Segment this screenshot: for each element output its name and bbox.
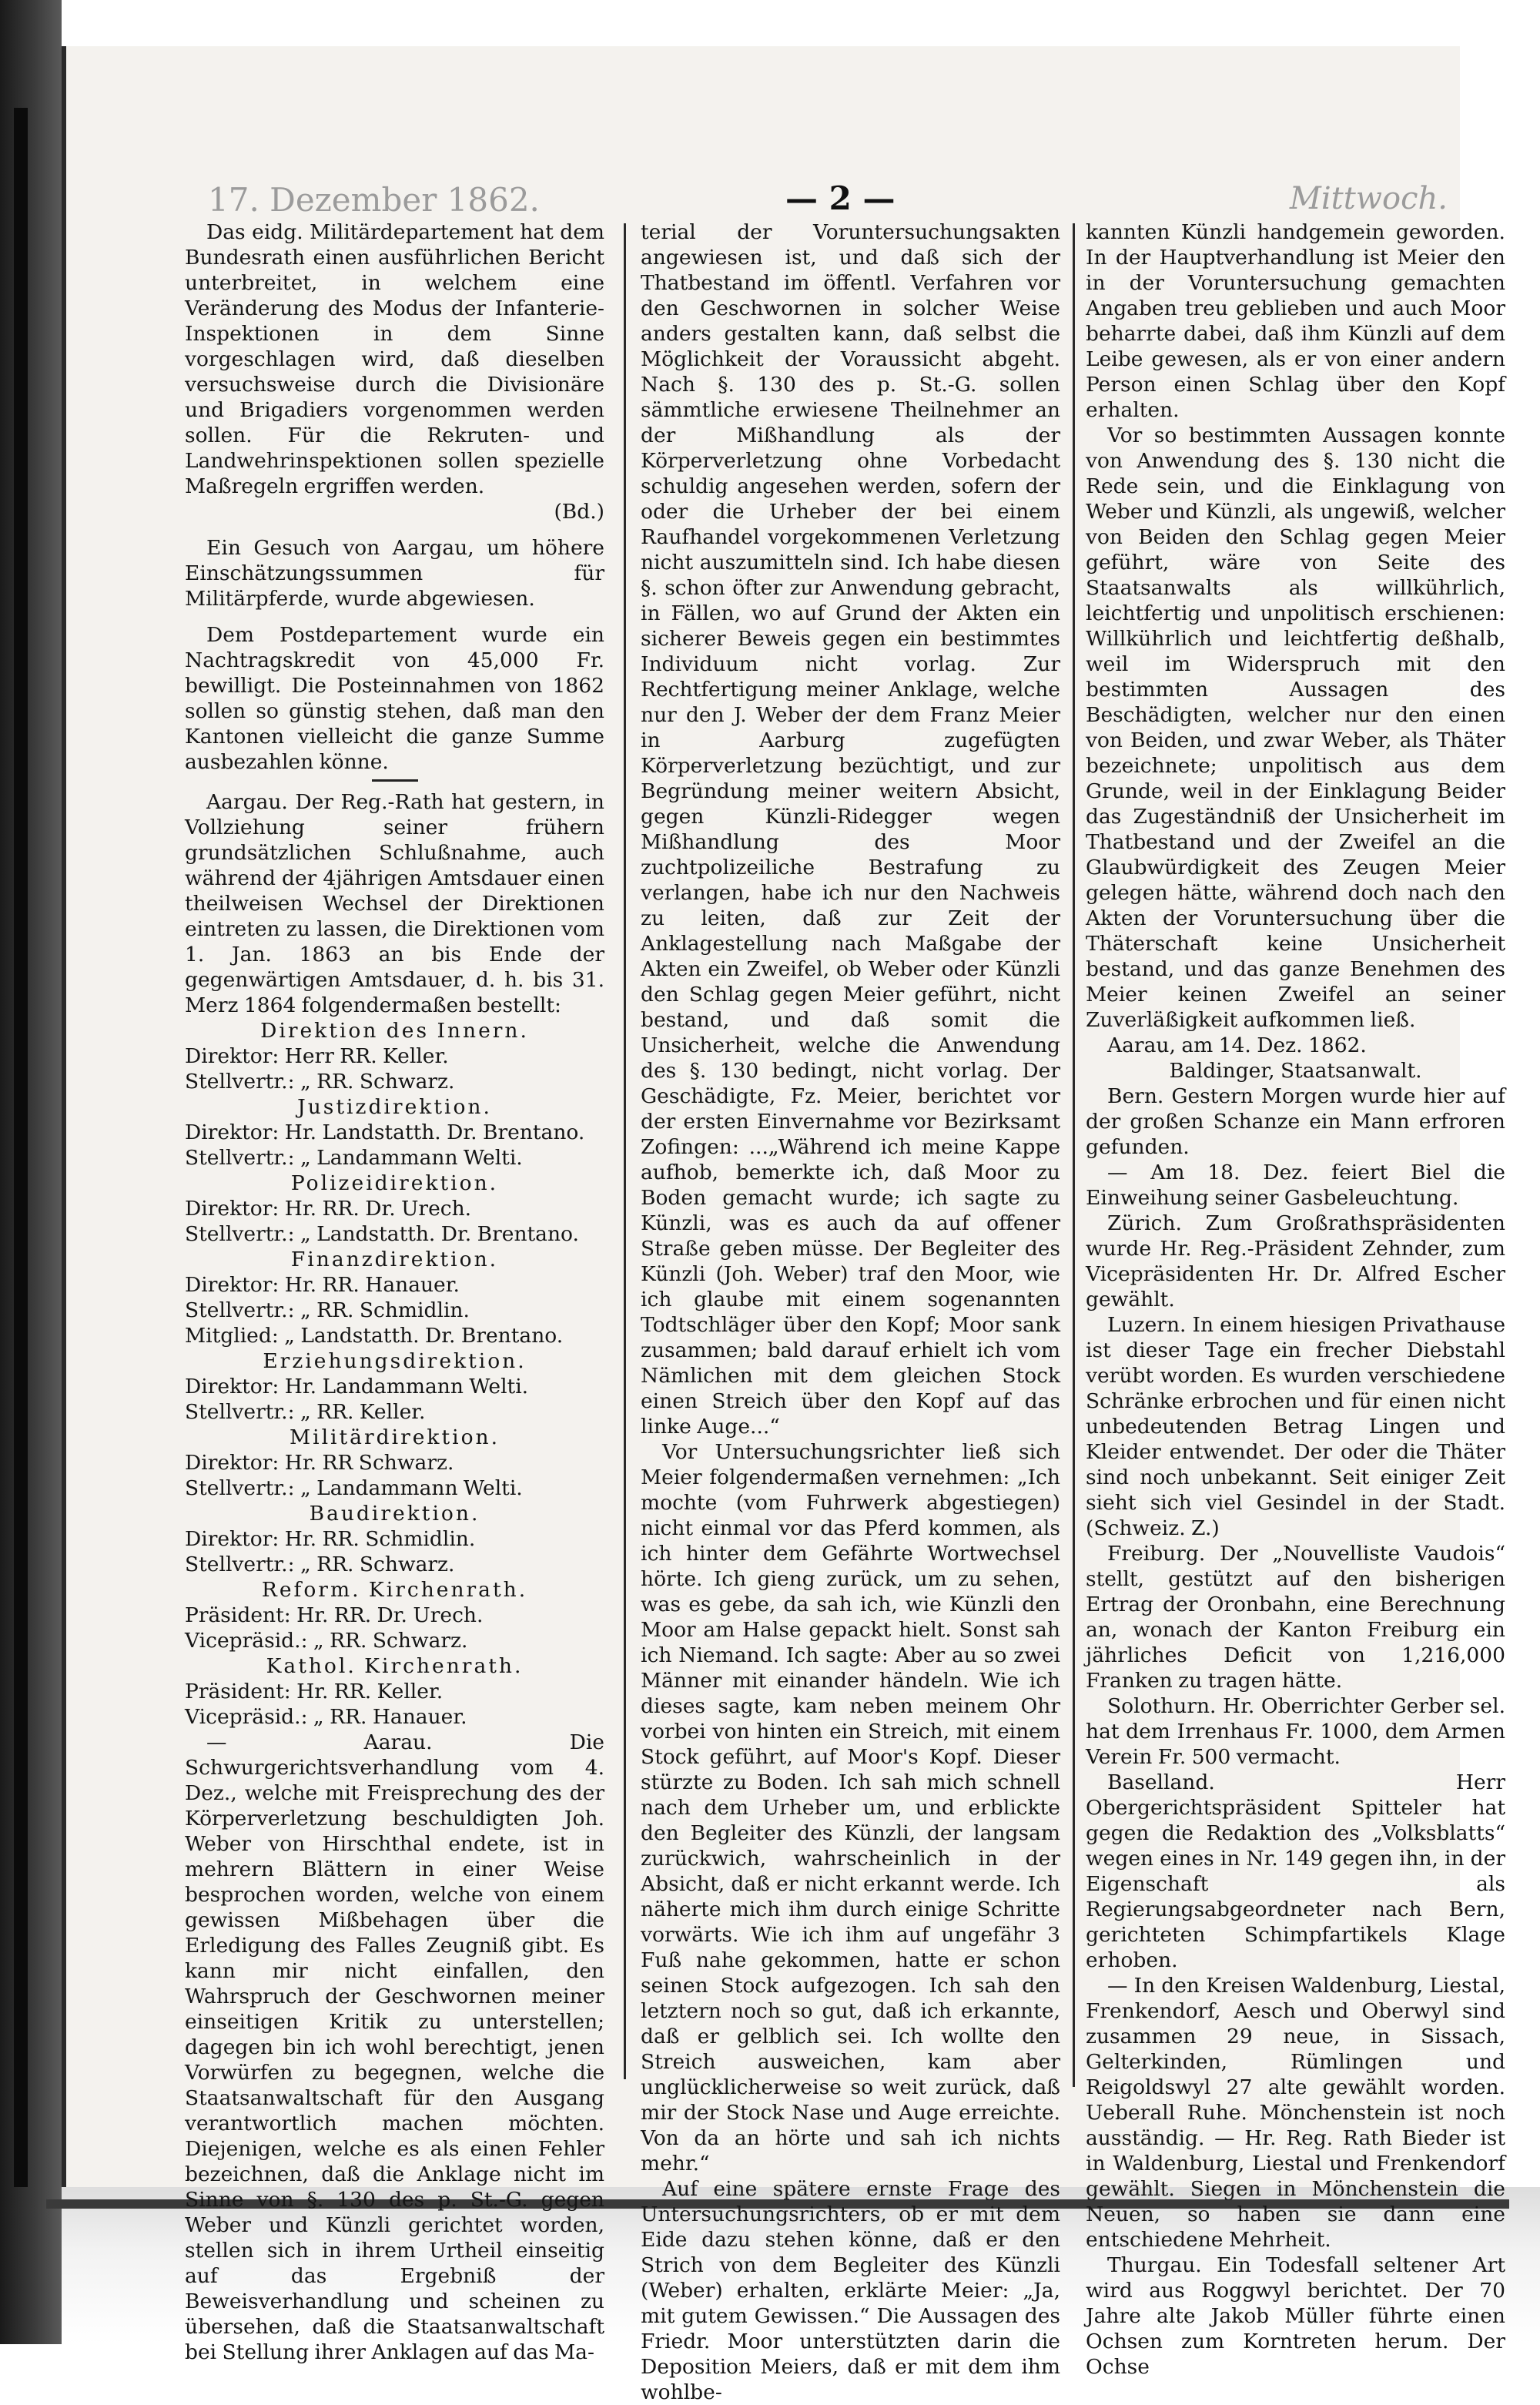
list-item: Vicepräsid.: „ RR. Schwarz. [185,1629,468,1653]
section-heading: Erziehungsdirektion. [263,1349,527,1373]
page-number: — 2 — [785,179,896,217]
article-solothurn: Solothurn. Hr. Oberrichter Gerber sel. hat dem Irrenhaus Fr. 1000, dem Armen Verein Fr. 500 vermacht. [1086,1694,1505,1769]
article-freiburg: Freiburg. Der „Nouvelliste Vaudois“ stellt, gestützt auf den bisherigen Ertrag der Oronbahn, eine Berechnung an, wonach der Kanton Freiburg ein jährliches Deficit von 1,216,000 Franken zu tragen hätte. [1086,1542,1505,1693]
section-heading: Kathol. Kirchenrath. [266,1654,524,1678]
list-item: Stellvertr.: „ Landstatth. Dr. Brentano. [185,1222,579,1246]
article-schwurgericht: — Aarau. Die Schwurgerichtsverhandlung vom 4. Dez., welche mit Freisprechung des der Körperverletzung beschuldigten Joh. Weber von Hirschthal endete, ist in mehrern Blättern in einer Weise besprochen worden, welche von einem gewissen Mißbehagen über die Erledigung des Falles Zeugniß gibt. Es kann mir nicht einfallen, den Wahrspruch der Geschwornen meiner einseitigen Kritik zu unterstellen; dagegen bin ich wohl berechtigt, jenen Vorwürfen zu begegnen, welche die Staatsanwaltschaft für den Ausgang verantwortlich machen möchten. Diejenigen, welche es als einen Fehler bezeichnen, daß die Anklage nicht im Sinne von §. 130 des p. St.-G. gegen Weber und Künzli gerichtet worden, stellen sich in ihrem Urtheil einseitig auf das Ergebniß der Beweisverhandlung und scheinen zu übersehen, daß die Staatsanwaltschaft bei Stellung ihrer Anklagen auf das Ma- [185,1730,604,2364]
column-rule [624,223,626,2079]
section-heading: Direktion des Innern. [260,1019,529,1043]
section-heading: Justizdirektion. [297,1095,492,1119]
list-item: Direktor: Hr. RR. Schmidlin. [185,1527,476,1551]
list-item: Direktor: Hr. RR. Dr. Urech. [185,1197,472,1221]
article-postdepartement: Dem Postdepartement wurde ein Nachtragskredit von 45,000 Fr. bewilligt. Die Posteinnahmen von 1862 sollen so günstig stehen, daß man den Kantonen vielleicht die ganze Summe ausbezahlen könne. [185,623,604,774]
list-item: Direktor: Herr RR. Keller. [185,1044,449,1068]
list-item: Stellvertr.: „ RR. Schmidlin. [185,1298,470,1322]
column-2 [641,219,1060,2405]
list-item: Direktor: Hr. RR Schwarz. [185,1451,454,1475]
section-heading: Baudirektion. [309,1502,480,1526]
section-heading: Polizeidirektion. [290,1171,499,1195]
article-biel: — Am 18. Dez. feiert Biel die Einweihung seiner Gasbeleuchtung. [1086,1161,1505,1210]
header-date: 17. Dezember 1862. [208,181,540,219]
list-item: Stellvertr.: „ RR. Schwarz. [185,1070,455,1094]
column-rule [1073,223,1075,2087]
section-heading: Reform. Kirchenrath. [261,1578,528,1602]
separator [372,779,418,782]
article-continuation: terial der Voruntersuchungsakten angewiesen ist, und daß sich der Thatbestand im öffentl. Verfahren vor den Geschwornen in solcher Weise anders gestalten kann, daß selbst die Möglichkeit der Voraussicht abgeht. Nach §. 130 des p. St.-G. sollen sämmtliche erwiesene Theilnehmer an der Mißhandlung als der Körperverletzung ohne Vorbedacht schuldig angesehen werden, sofern der oder die Urheber der bei einem Raufhandel vorgekommenen Verletzung nicht auszumitteln sind. Ich habe diesen §. schon öfter zur Anwendung gebracht, in Fällen, wo auf Grund der Akten ein sicherer Beweis gegen ein bestimmtes Individuum nicht vorlag. Zur Rechtfertigung meiner Anklage, welche nur den J. Weber der dem Franz Meier in Aarburg zugefügten Körperverletzung bezüchtigt, und zur Begründung meiner weitern Absicht, gegen Künzli-Ridegger wegen Mißhandlung des Moor zuchtpolizeiliche Bestrafung zu verlangen, habe ich nur den Nachweis zu leiten, daß zur Zeit der Anklagestellung nach Maßgabe der Akten ein Zweifel, ob Weber oder Künzli den Schlag gegen Meier geführt, nicht bestand, und daß somit die Unsicherheit, welche die Anwendung des §. 130 bedingt, nicht vorlag. Der Geschädigte, Fz. Meier, berichtet vor der ersten Einvernahme vor Bezirksamt Zofingen: ...„Während ich meine Kappe aufhob, bemerkte ich, daß Moor zu Boden gemacht wurde; ich sagte zu Künzli, was es auch da auf offener Straße geben müsse. Der Begleiter des Künzli (Joh. Weber) traf den Moor, wie ich glaube mit einem sogenannten Todtschläger über den Kopf; Moor sank zusammen; bald darauf erhielt ich vom Nämlichen mit dem gleichen Stock einen Streich über den Kopf auf das linke Auge...“ [641,220,1060,1439]
binding-edge [14,108,28,2187]
header-weekday: Mittwoch. [1289,181,1448,216]
dateline: Aarau, am 14. Dez. 1862. [1107,1033,1367,1057]
list-item: Direktor: Hr. Landstatth. Dr. Brentano. [185,1120,585,1144]
article-baselland-wahlen: — In den Kreisen Waldenburg, Liestal, Frenkendorf, Aesch und Oberwyl sind zusammen 29 neue, in Sissach, Gelterkinden, Rümlingen und Reigoldswyl 27 alte gewählt worden. Ueberall Ruhe. Mönchenstein ist noch ausständig. — Hr. Reg. Rath Bieder ist in Waldenburg, Liestal und Frenkendorf gewählt. Siegen in Mönchenstein die Neuen, so haben sie dann eine entschiedene Mehrheit. [1086,1974,1505,2252]
section-heading: Militärdirektion. [289,1425,500,1449]
article-aargau-gesuch: Ein Gesuch von Aargau, um höhere Einschätzungssummen für Militärpferde, wurde abgewiesen. [185,536,604,611]
list-item: Stellvertr.: „ RR. Schwarz. [185,1553,455,1576]
section-heading: Finanzdirektion. [290,1248,499,1271]
article-continuation: kannten Künzli handgemein geworden. In der Hauptverhandlung ist Meier den in der Voruntersuchung gemachten Angaben treu geblieben und auch Moor beharrte dabei, daß ihm Künzli auf dem Leibe gewesen, als er von einer andern Person einen Schlag über den Kopf erhalten. [1086,220,1505,422]
article-zuerich: Zürich. Zum Großrathspräsidenten wurde Hr. Reg.-Präsident Zehnder, zum Vicepräsidenten Hr. Dr. Alfred Escher gewählt. [1086,1211,1505,1311]
page-header [154,181,1478,219]
article-luzern: Luzern. In einem hiesigen Privathause ist dieser Tage ein frecher Diebstahl verübt worden. Es wurden verschiedene Schränke erbrochen und für einen nicht unbedeutenden Betrag Lingen und Kleider entwendet. Der oder die Thäter sind noch unbekannt. Seit einiger Zeit sieht sich viel Gesindel in der Stadt. (Schweiz. Z.) [1086,1313,1505,1540]
list-item: Mitglied: „ Landstatth. Dr. Brentano. [185,1324,564,1348]
list-item: Stellvertr.: „ Landammann Welti. [185,1476,523,1500]
article-aargau-regrath: Aargau. Der Reg.-Rath hat gestern, in Vollziehung seiner frühern grundsätzlichen Schlußnahme, auch während der 4jährigen Amtsdauer einen theilweisen Wechsel der Direktionen eintreten zu lassen, die Direktionen vom 1. Jan. 1863 an bis Ende der gegenwärtigen Amtsdauer, d. h. bis 31. Merz 1864 folgendermaßen bestellt: [185,790,604,1017]
book-binding [0,0,62,2344]
list-item: Direktor: Hr. RR. Hanauer. [185,1273,460,1297]
list-item: Präsident: Hr. RR. Keller. [185,1680,444,1703]
list-item: Präsident: Hr. RR. Dr. Urech. [185,1603,484,1627]
column-3 [1086,219,1505,2380]
article-bern: Bern. Gestern Morgen wurde hier auf der großen Schanze ein Mann erfroren gefunden. [1086,1084,1505,1159]
paragraph: Auf eine spätere ernste Frage des Untersuchungsrichters, ob er mit dem Eide dazu stehen könne, daß er den Strich von dem Begleiter des Künzli (Weber) erhalten, erklärte Meier: „Ja, mit gutem Gewissen.“ Die Aussagen des Friedr. Moor unterstützten darin die Deposition Meiers, daß er mit dem ihm wohlbe- [641,2177,1060,2404]
article-thurgau: Thurgau. Ein Todesfall seltener Art wird aus Roggwyl berichtet. Der 70 Jahre alte Jakob Müller führte einen Ochsen zum Korntreten herum. Der Ochse [1086,2253,1505,2379]
article-militaerdepartement: Das eidg. Militärdepartement hat dem Bundesrath einen ausführlichen Bericht unterbreitet, in welchem eine Veränderung des Modus der Infanterie-Inspektionen in dem Sinne vorgeschlagen wird, daß dieselben versuchsweise durch die Divisionäre und Brigadiers vorgenommen werden sollen. Für die Rekruten- und Landwehrinspektionen sollen spezielle Maßregeln ergriffen werden. [185,220,604,498]
list-item: Stellvertr.: „ Landammann Welti. [185,1146,523,1170]
list-item: Vicepräsid.: „ RR. Hanauer. [185,1705,467,1729]
article-baselland: Baselland. Herr Obergerichtspräsident Spitteler hat gegen die Redaktion des „Volksblatts“ wegen eines in Nr. 149 gegen ihn, in der Eigenschaft als Regierungsabgeordneter nach Bern, gerichteten Schimpfartikels Klage erhoben. [1086,1770,1505,1972]
list-item: Stellvertr.: „ RR. Keller. [185,1400,426,1424]
paragraph: Vor so bestimmten Aussagen konnte von Anwendung des §. 130 nicht die Rede sein, und die Einklagung von Weber und Künzli, als ungewiß, welcher von Beiden den Schlag gegen Meier geführt, wäre von Seite des Staatsanwalts als willkührlich, leichtfertig und unpolitisch erschienen: Willkührlich und leichtfertig deßhalb, weil im Widerspruch mit den bestimmten Aussagen des Beschädigten, welcher nur den einen von Beiden, und zwar Weber, als Thäter bezeichnete; unpolitisch aus dem Grunde, weil in der Einklagung Beider das Zugeständniß der Unsicherheit im Thatbestand und der Zweifel an die Glaubwürdigkeit des Zeugen Meier gelegen hätte, während doch nach den Akten der Voruntersuchung über die Thäterschaft keine Unsicherheit bestand, und das ganze Benehmen des Meier keinen Zweifel an seiner Zuverläßigkeit aufkommen ließ. [1086,424,1505,1032]
paragraph: Vor Untersuchungsrichter ließ sich Meier folgendermaßen vernehmen: „Ich mochte (vom Fuhrwerk abgestiegen) nicht einmal vor das Pferd kommen, als ich hinter dem Gefährte Wortwechsel hörte. Ich gieng zurück, um zu sehen, was es gebe, da sah ich, wie Künzli den Moor am Halse gepackt hielt. Sonst sah ich Niemand. Ich sagte: Aber au so zwei Männer mit einander händeln. Wie ich dieses sagte, kam neben meinem Ohr vorbei von hinten ein Streich, mit einem Stock geführt, auf Moor's Kopf. Dieser stürzte zu Boden. Ich sah mich schnell nach dem Urheber um, und erblickte den Begleiter des Künzli, der langsam zurückwich, wahrscheinlich in der Absicht, daß er nicht erkannt werde. Ich näherte mich ihm durch einige Schritte vorwärts. Wie ich ihm auf ungefähr 3 Fuß nahe gekommen, hatte er schon seinen Stock aufgezogen. Ich sah den letztern noch so gut, daß ich erkannte, daß er gelblich sei. Ich wollte den Streich ausweichen, kam aber unglücklicherweise so weit zurück, daß mir der Stock Nase und Auge erreichte. Von da an hörte und sah ich nichts mehr.“ [641,1440,1060,2176]
column-1 [185,219,604,2365]
source-note: (Bd.) [554,500,604,524]
list-item: Direktor: Hr. Landammann Welti. [185,1375,529,1398]
signature: Baldinger, Staatsanwalt. [1169,1059,1422,1083]
